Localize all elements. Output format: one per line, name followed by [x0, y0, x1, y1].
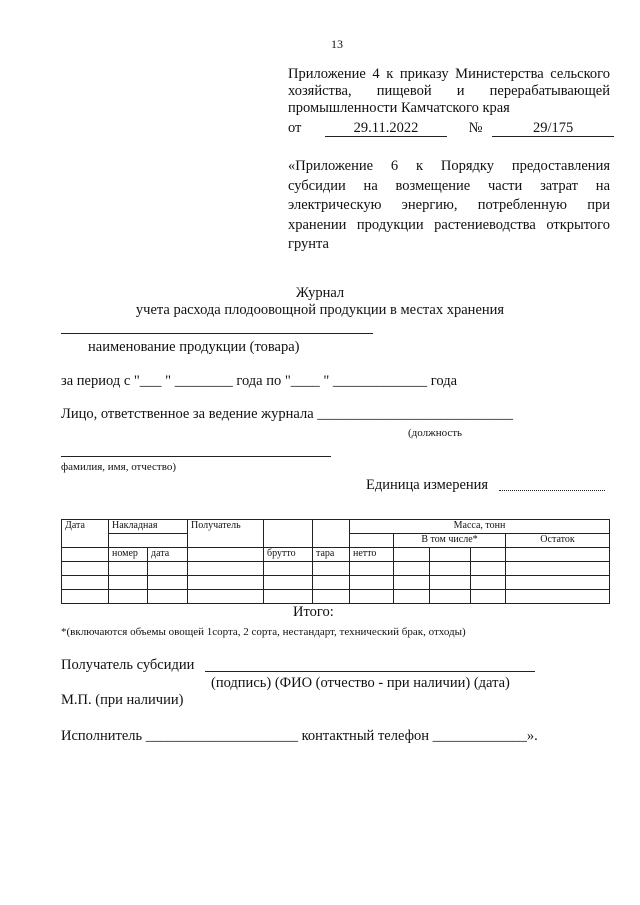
- journal-subtitle: учета расхода плодоовощной продукции в местах хранения: [135, 302, 505, 318]
- header-invoice: Накладная: [109, 520, 188, 534]
- header-empty-1: [264, 520, 313, 548]
- quote-line-1: «Приложение 6 к Порядку предоставления: [288, 158, 610, 174]
- appendix-line-3: промышленности Камчатского края: [288, 100, 510, 116]
- header-invoice-blank: [109, 534, 188, 548]
- header-empty-2: [313, 520, 350, 548]
- journal-table: [61, 519, 610, 604]
- table-row: [62, 576, 610, 590]
- period-line: за период с "___ " ________ года по "____ " _____________ года: [61, 373, 458, 389]
- total-label: Итого:: [293, 604, 334, 620]
- quote-block: [288, 157, 610, 255]
- appendix-header: [288, 66, 610, 117]
- quote-line-3: электрическую энергию, потребленную при: [288, 197, 610, 213]
- quote-line-4: хранении продукции растениеводства открытого: [288, 216, 610, 233]
- table-row: [62, 590, 610, 604]
- sub-blank-d: [506, 548, 610, 562]
- sub-date: дата: [148, 548, 188, 562]
- order-date: 29.11.2022: [325, 121, 447, 137]
- sub-gross: брутто: [264, 548, 313, 562]
- table-header-row-3: [62, 548, 610, 562]
- position-caption: (должность: [408, 427, 463, 439]
- header-remainder: Остаток: [506, 534, 610, 548]
- unit-label: Единица измерения: [366, 477, 489, 493]
- sub-number: номер: [109, 548, 148, 562]
- header-including: В том числе*: [394, 534, 506, 548]
- journal-title: Журнал: [295, 285, 345, 301]
- signature-caption: (подпись) (ФИО (отчество - при наличии) (дата): [211, 675, 510, 691]
- order-date-number-line: [288, 120, 614, 137]
- sub-blank-b: [430, 548, 471, 562]
- header-recipient: Получатель: [188, 520, 264, 548]
- sub-blank-c: [471, 548, 506, 562]
- number-label: №: [468, 120, 483, 136]
- unit-line: [499, 490, 605, 491]
- subsidy-recipient-label: Получатель субсидии: [61, 657, 195, 673]
- header-net-blank: [350, 534, 394, 548]
- sub-net: нетто: [350, 548, 394, 562]
- product-name-line: [61, 333, 373, 334]
- footnote: *(включаются объемы овощей 1сорта, 2 сорта, нестандарт, технический брак, отходы): [61, 626, 466, 638]
- sub-tare: тара: [313, 548, 350, 562]
- executor-line: Исполнитель _____________________ контактный телефон _____________».: [61, 728, 538, 744]
- sub-blank-recipient: [188, 548, 264, 562]
- fio-caption: фамилия, имя, отчество): [61, 461, 177, 473]
- sub-blank-a: [394, 548, 430, 562]
- page-number: 13: [331, 37, 343, 51]
- quote-line-2: субсидии на возмещение части затрат на: [288, 177, 610, 194]
- quote-line-5: грунта: [288, 236, 329, 252]
- sub-blank: [62, 548, 109, 562]
- appendix-line-1: Приложение 4 к приказу Министерства сельского: [288, 66, 610, 82]
- table-row: [62, 562, 610, 576]
- header-mass: Масса, тонн: [350, 520, 610, 534]
- fio-line: [61, 456, 331, 457]
- order-number: 29/175: [492, 121, 614, 137]
- from-label: от: [288, 120, 302, 136]
- appendix-line-2: хозяйства, пищевой и перерабатывающей: [288, 83, 610, 99]
- subsidy-signature-line: [205, 671, 535, 672]
- responsible-line: Лицо, ответственное за ведение журнала ___________________________: [61, 406, 514, 422]
- header-date: Дата: [62, 520, 109, 548]
- table-header-row-1: [62, 520, 610, 534]
- product-caption: наименование продукции (товара): [88, 339, 300, 355]
- stamp-label: М.П. (при наличии): [61, 692, 184, 708]
